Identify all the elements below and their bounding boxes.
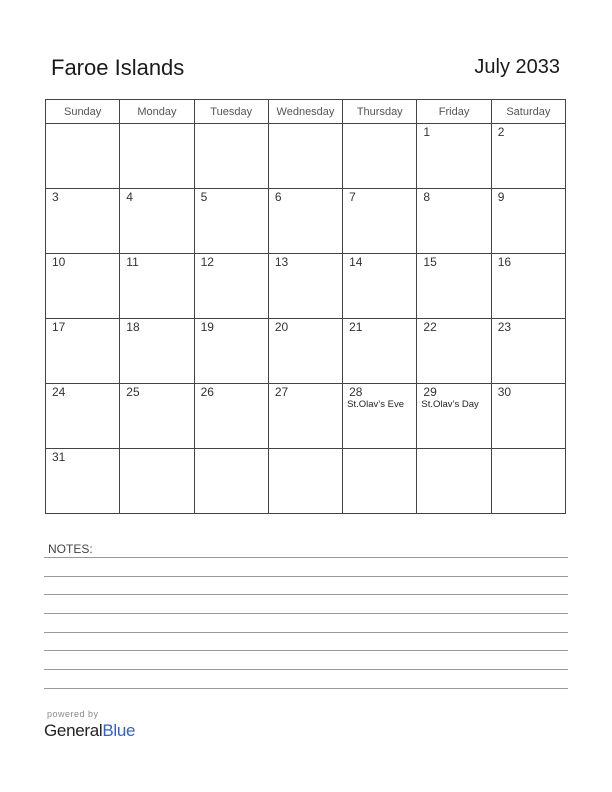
day-number: 1 — [423, 125, 431, 139]
day-cell — [120, 384, 194, 449]
day-cell — [268, 449, 342, 514]
week-row — [46, 124, 566, 189]
day-number — [343, 124, 416, 125]
month-year-title: July 2033 — [474, 56, 560, 78]
day-number: 11 — [126, 255, 139, 269]
day-number — [46, 124, 119, 125]
note-line — [44, 613, 568, 614]
generalblue-logo — [44, 721, 135, 741]
day-cell — [120, 189, 194, 254]
day-cell — [46, 124, 120, 189]
day-cell — [46, 319, 120, 384]
day-number: 23 — [497, 320, 512, 334]
day-number: 2 — [497, 125, 505, 139]
note-line — [44, 557, 568, 558]
day-cell — [268, 124, 342, 189]
weekday-header-thursday: Thursday — [343, 100, 417, 124]
day-cell — [194, 254, 268, 319]
day-number: 25 — [126, 385, 140, 399]
day-number: 14 — [349, 255, 363, 269]
day-number: 16 — [497, 255, 512, 269]
day-number: 9 — [497, 190, 505, 204]
note-line — [44, 669, 568, 670]
weekday-header-saturday: Saturday — [491, 100, 565, 124]
day-cell — [194, 384, 268, 449]
day-number: 8 — [423, 190, 431, 204]
day-cell — [491, 319, 565, 384]
day-cell — [120, 319, 194, 384]
day-cell — [46, 384, 120, 449]
notes-label: NOTES: — [48, 542, 93, 556]
day-cell — [120, 254, 194, 319]
brand-part-general: General — [44, 721, 103, 740]
day-number — [343, 449, 416, 450]
week-row — [46, 319, 566, 384]
day-number: 31 — [52, 450, 66, 464]
day-cell — [417, 384, 491, 449]
day-cell — [491, 384, 565, 449]
day-number: 24 — [52, 385, 66, 399]
day-number: 19 — [200, 320, 214, 334]
day-cell — [120, 449, 194, 514]
day-cell — [417, 124, 491, 189]
day-number — [269, 449, 342, 450]
day-number: 30 — [497, 385, 512, 399]
day-cell — [343, 384, 417, 449]
week-row — [46, 384, 566, 449]
day-number: 28 — [349, 385, 363, 399]
calendar-grid — [45, 99, 566, 514]
day-number: 20 — [274, 320, 289, 334]
day-cell — [491, 449, 565, 514]
weekday-header-row — [46, 100, 566, 124]
week-row — [46, 254, 566, 319]
day-number: 13 — [274, 255, 289, 269]
day-cell — [491, 124, 565, 189]
day-cell — [343, 254, 417, 319]
day-number — [195, 449, 268, 450]
day-cell — [491, 189, 565, 254]
holiday-label: St.Olav’s Eve — [347, 399, 404, 410]
weekday-header-tuesday: Tuesday — [194, 100, 268, 124]
day-cell — [343, 189, 417, 254]
day-cell — [268, 319, 342, 384]
note-line — [44, 688, 568, 689]
day-cell — [46, 189, 120, 254]
note-line — [44, 576, 568, 577]
day-cell — [268, 254, 342, 319]
day-number: 21 — [349, 320, 363, 334]
brand-part-blue: Blue — [102, 721, 136, 740]
day-number: 22 — [423, 320, 437, 334]
country-title: Faroe Islands — [51, 55, 185, 80]
note-line — [44, 632, 568, 633]
day-cell — [343, 449, 417, 514]
day-number — [417, 449, 490, 450]
day-number: 15 — [423, 255, 437, 269]
day-number: 27 — [274, 385, 289, 399]
day-cell — [46, 449, 120, 514]
day-cell — [417, 189, 491, 254]
day-cell — [343, 319, 417, 384]
day-number — [120, 124, 193, 125]
day-cell — [343, 124, 417, 189]
day-cell — [194, 124, 268, 189]
weekday-header-sunday: Sunday — [46, 100, 120, 124]
day-cell — [268, 384, 342, 449]
day-number: 10 — [52, 255, 66, 269]
day-number — [492, 449, 565, 450]
day-cell — [194, 319, 268, 384]
day-cell — [120, 124, 194, 189]
weekday-header-wednesday: Wednesday — [268, 100, 342, 124]
note-line — [44, 650, 568, 651]
day-cell — [491, 254, 565, 319]
week-row — [46, 189, 566, 254]
day-number: 4 — [126, 190, 133, 204]
day-cell — [417, 254, 491, 319]
day-number: 5 — [200, 190, 208, 204]
day-number: 17 — [52, 320, 66, 334]
day-number: 18 — [126, 320, 140, 334]
day-number — [195, 124, 268, 125]
week-row — [46, 449, 566, 514]
day-cell — [268, 189, 342, 254]
day-cell — [46, 254, 120, 319]
day-number: 29 — [423, 385, 437, 399]
note-line — [44, 594, 568, 595]
powered-by-text: powered by — [47, 709, 99, 719]
day-cell — [417, 449, 491, 514]
day-number: 26 — [200, 385, 214, 399]
day-number: 12 — [200, 255, 214, 269]
weekday-header-friday: Friday — [417, 100, 491, 124]
weekday-header-monday: Monday — [120, 100, 194, 124]
day-number — [269, 124, 342, 125]
holiday-label: St.Olav’s Day — [421, 399, 479, 410]
day-cell — [194, 449, 268, 514]
day-number: 3 — [52, 190, 59, 204]
day-cell — [417, 319, 491, 384]
day-number: 7 — [349, 190, 356, 204]
day-number — [120, 449, 193, 450]
day-number: 6 — [274, 190, 282, 204]
day-cell — [194, 189, 268, 254]
